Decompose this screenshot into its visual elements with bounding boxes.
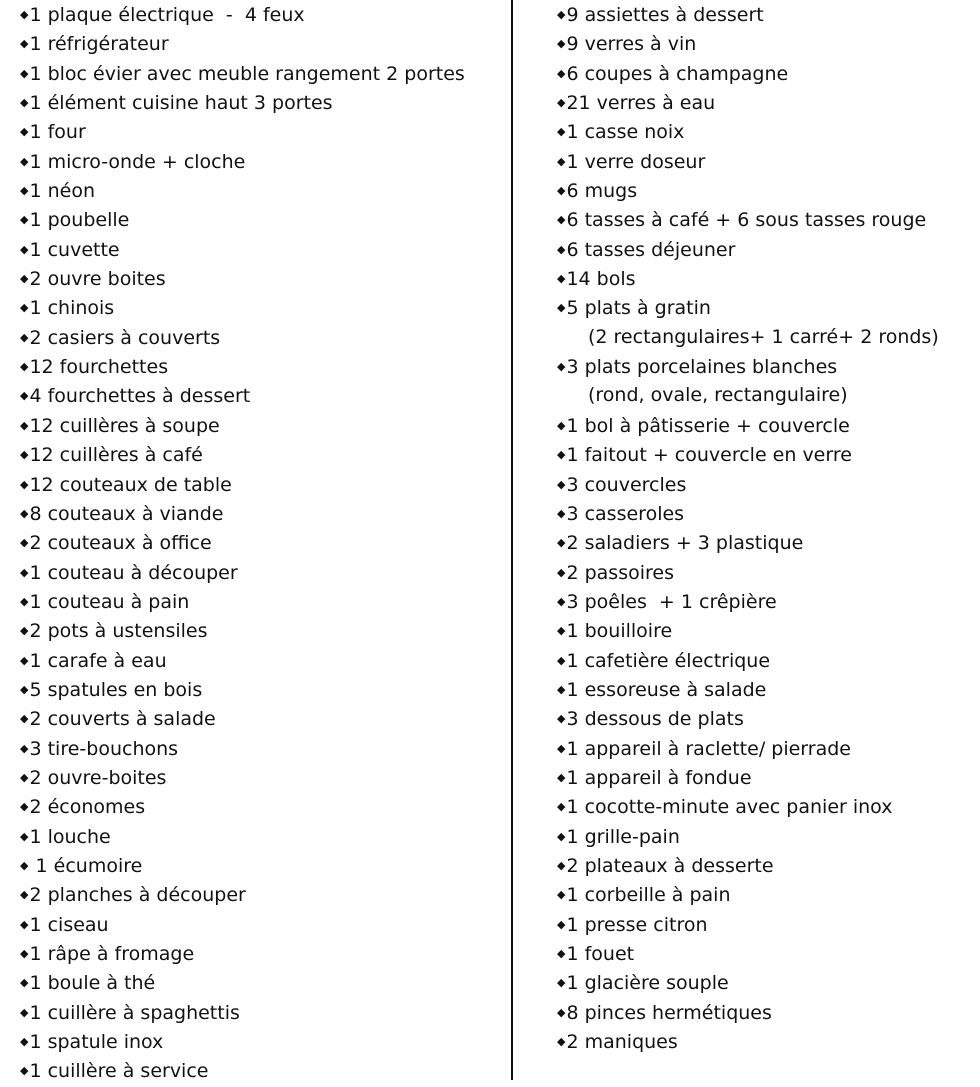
bullet-icon: ◆ <box>557 888 566 902</box>
item-text: 2 couteaux à office <box>29 532 212 555</box>
list-item <box>557 293 977 322</box>
list-item <box>20 528 500 557</box>
list-item <box>557 880 977 909</box>
bullet-icon: ◆ <box>557 154 566 168</box>
bullet-icon: ◆ <box>557 506 566 520</box>
list-item <box>20 440 500 469</box>
list-item-continuation <box>557 323 977 352</box>
bullet-icon: ◆ <box>557 536 566 550</box>
list-item <box>20 352 500 381</box>
bullet-icon: ◆ <box>20 741 29 755</box>
list-item <box>20 616 500 645</box>
item-text: 3 casseroles <box>566 502 685 525</box>
bullet-icon: ◆ <box>20 242 29 256</box>
list-item <box>557 117 977 146</box>
bullet-icon: ◆ <box>557 66 566 80</box>
bullet-icon: ◆ <box>557 301 566 315</box>
item-text: 3 plats porcelaines blanches <box>566 356 838 379</box>
bullet-icon: ◆ <box>557 770 566 784</box>
item-text: 2 couverts à salade <box>29 708 216 731</box>
list-item <box>20 0 500 29</box>
item-text: 8 couteaux à viande <box>29 502 224 525</box>
item-text: 1 bouilloire <box>566 620 673 643</box>
bullet-icon: ◆ <box>557 213 566 227</box>
bullet-icon: ◆ <box>557 976 566 990</box>
item-text: 1 bloc évier avec meuble rangement 2 portes <box>29 62 465 85</box>
bullet-icon: ◆ <box>557 594 566 608</box>
list-item <box>20 851 500 880</box>
bullet-icon: ◆ <box>20 624 29 638</box>
list-item <box>20 646 500 675</box>
list-item <box>20 235 500 264</box>
item-text: 5 plats à gratin <box>566 297 711 320</box>
item-text: 1 appareil à raclette/ pierrade <box>566 737 851 760</box>
item-text: 1 cuvette <box>29 238 120 261</box>
list-item <box>557 470 977 499</box>
bullet-icon: ◆ <box>20 8 29 21</box>
item-text: 1 spatule inox <box>29 1031 164 1054</box>
list-item <box>557 792 977 821</box>
item-text: 2 planches à découper <box>29 884 246 907</box>
item-text: 1 cafetière électrique <box>566 649 771 672</box>
bullet-icon: ◆ <box>20 565 29 579</box>
item-text: (rond, ovale, rectangulaire) <box>588 384 848 407</box>
bullet-icon: ◆ <box>20 536 29 550</box>
bullet-icon: ◆ <box>20 976 29 990</box>
list-item <box>557 264 977 293</box>
list-item <box>20 176 500 205</box>
bullet-icon: ◆ <box>20 418 29 432</box>
list-item <box>20 470 500 499</box>
list-item-continuation <box>557 381 977 410</box>
bullet-icon: ◆ <box>20 653 29 667</box>
bullet-icon: ◆ <box>20 184 29 198</box>
bullet-icon: ◆ <box>20 154 29 168</box>
item-text: 6 tasses à café + 6 sous tasses rouge <box>566 209 927 232</box>
bullet-icon: ◆ <box>557 653 566 667</box>
item-text: 3 tire-bouchons <box>29 737 179 760</box>
list-item <box>557 1027 977 1056</box>
list-item <box>557 352 977 381</box>
bullet-icon: ◆ <box>557 829 566 843</box>
item-text: 5 spatules en bois <box>29 678 203 701</box>
item-text: 1 micro-onde + cloche <box>29 150 246 173</box>
bullet-icon: ◆ <box>557 272 566 286</box>
list-item <box>557 822 977 851</box>
bullet-icon: ◆ <box>557 96 566 110</box>
list-item <box>20 59 500 88</box>
list-item <box>557 528 977 557</box>
item-text: 1 verre doseur <box>566 150 706 173</box>
bullet-icon: ◆ <box>20 888 29 902</box>
list-item <box>20 763 500 792</box>
list-item <box>20 1027 500 1056</box>
bullet-icon: ◆ <box>20 506 29 520</box>
item-text: 1 four <box>29 121 86 144</box>
item-text: 14 bols <box>566 268 636 291</box>
bullet-icon: ◆ <box>20 1064 29 1078</box>
list-item <box>557 939 977 968</box>
item-text: 1 couteau à pain <box>29 590 190 613</box>
left-item-list <box>20 0 500 1086</box>
bullet-icon: ◆ <box>20 66 29 80</box>
bullet-icon: ◆ <box>20 682 29 696</box>
column-divider <box>511 0 513 1080</box>
bullet-icon: ◆ <box>557 242 566 256</box>
bullet-icon: ◆ <box>20 712 29 726</box>
bullet-icon: ◆ <box>557 712 566 726</box>
list-item <box>20 147 500 176</box>
item-text: 2 passoires <box>566 561 674 584</box>
bullet-icon: ◆ <box>20 917 29 931</box>
list-item <box>557 411 977 440</box>
list-item <box>20 323 500 352</box>
list-item <box>557 851 977 880</box>
list-item <box>557 205 977 234</box>
item-text: 1 couteau à découper <box>29 561 238 584</box>
list-item <box>20 968 500 997</box>
list-item <box>557 176 977 205</box>
item-text: 1 cocotte-minute avec panier inox <box>566 796 893 819</box>
item-text: 2 pots à ustensiles <box>29 620 208 643</box>
item-text: 3 dessous de plats <box>566 708 744 731</box>
bullet-icon: ◆ <box>557 800 566 814</box>
bullet-icon: ◆ <box>20 770 29 784</box>
list-item <box>20 880 500 909</box>
list-item <box>557 29 977 58</box>
list-item <box>20 293 500 322</box>
list-item <box>20 998 500 1027</box>
bullet-icon: ◆ <box>20 96 29 110</box>
item-text: 2 économes <box>29 796 146 819</box>
list-item <box>20 264 500 293</box>
list-item <box>20 822 500 851</box>
item-text: 6 tasses déjeuner <box>566 238 736 261</box>
list-item <box>20 675 500 704</box>
bullet-icon: ◆ <box>20 829 29 843</box>
bullet-icon: ◆ <box>557 8 566 21</box>
bullet-icon: ◆ <box>557 917 566 931</box>
item-text: 1 boule à thé <box>29 972 156 995</box>
item-text: 1 corbeille à pain <box>566 884 731 907</box>
bullet-icon: ◆ <box>557 184 566 198</box>
item-text: 9 assiettes à dessert <box>566 4 764 26</box>
item-text: 1 néon <box>29 180 95 203</box>
item-text: 21 verres à eau <box>566 92 716 115</box>
list-item <box>20 1056 500 1085</box>
item-text: 2 casiers à couverts <box>29 326 221 349</box>
list-item <box>20 939 500 968</box>
item-text: 1 glacière souple <box>566 972 729 995</box>
bullet-icon: ◆ <box>557 37 566 51</box>
list-item <box>557 763 977 792</box>
bullet-icon: ◆ <box>557 858 566 872</box>
bullet-icon: ◆ <box>20 858 29 872</box>
item-text: 1 poubelle <box>29 209 130 232</box>
list-item <box>557 499 977 528</box>
item-text: 12 cuillères à café <box>29 444 203 467</box>
list-item <box>20 792 500 821</box>
list-item <box>557 0 977 29</box>
list-item <box>557 587 977 616</box>
bullet-icon: ◆ <box>557 418 566 432</box>
item-text: 2 ouvre-boites <box>29 766 167 789</box>
list-item <box>557 998 977 1027</box>
bullet-icon: ◆ <box>20 448 29 462</box>
item-text: 12 fourchettes <box>29 356 169 379</box>
list-item <box>20 411 500 440</box>
bullet-icon: ◆ <box>557 125 566 139</box>
item-text: 12 couteaux de table <box>29 473 232 496</box>
item-text: 4 fourchettes à dessert <box>29 385 251 408</box>
bullet-icon: ◆ <box>20 389 29 403</box>
bullet-icon: ◆ <box>557 565 566 579</box>
item-text: 2 plateaux à desserte <box>566 854 774 877</box>
list-item <box>557 147 977 176</box>
list-item <box>557 675 977 704</box>
item-text: 1 casse noix <box>566 121 685 144</box>
item-text: 1 ciseau <box>29 913 109 936</box>
list-item <box>20 910 500 939</box>
item-text: 1 élément cuisine haut 3 portes <box>29 92 333 115</box>
item-text: 1 écumoire <box>29 854 143 877</box>
right-item-list <box>557 0 977 1056</box>
item-text: 6 mugs <box>566 180 638 203</box>
item-text: 1 presse citron <box>566 913 708 936</box>
list-item <box>557 616 977 645</box>
item-text: 1 essoreuse à salade <box>566 678 767 701</box>
list-item <box>20 88 500 117</box>
list-item <box>20 381 500 410</box>
item-text: 12 cuillères à soupe <box>29 414 220 437</box>
item-text: 1 carafe à eau <box>29 649 167 672</box>
bullet-icon: ◆ <box>20 1035 29 1049</box>
list-item <box>20 499 500 528</box>
list-item <box>20 205 500 234</box>
bullet-icon: ◆ <box>20 301 29 315</box>
bullet-icon: ◆ <box>557 360 566 374</box>
bullet-icon: ◆ <box>557 1005 566 1019</box>
bullet-icon: ◆ <box>20 1005 29 1019</box>
list-item <box>557 704 977 733</box>
item-text: (2 rectangulaires+ 1 carré+ 2 ronds) <box>588 325 939 348</box>
item-text: 3 poêles + 1 crêpière <box>566 590 777 613</box>
bullet-icon: ◆ <box>20 272 29 286</box>
item-text: 1 faitout + couvercle en verre <box>566 444 852 467</box>
list-item <box>557 646 977 675</box>
bullet-icon: ◆ <box>557 741 566 755</box>
bullet-icon: ◆ <box>20 800 29 814</box>
list-item <box>20 29 500 58</box>
bullet-icon: ◆ <box>557 624 566 638</box>
list-item <box>20 117 500 146</box>
item-text: 1 réfrigérateur <box>29 33 169 56</box>
item-text: 6 coupes à champagne <box>566 62 789 85</box>
list-item <box>557 910 977 939</box>
item-text: 2 maniques <box>566 1031 678 1054</box>
item-text: 1 appareil à fondue <box>566 766 752 789</box>
item-text: 1 plaque électrique - 4 feux <box>29 4 305 26</box>
item-text: 1 cuillère à spaghettis <box>29 1001 240 1024</box>
item-text: 2 ouvre boites <box>29 268 166 291</box>
bullet-icon: ◆ <box>20 330 29 344</box>
list-item <box>20 734 500 763</box>
bullet-icon: ◆ <box>557 682 566 696</box>
list-item <box>557 440 977 469</box>
item-text: 1 cuillère à service <box>29 1060 209 1083</box>
bullet-icon: ◆ <box>20 477 29 491</box>
bullet-icon: ◆ <box>20 125 29 139</box>
list-item <box>557 88 977 117</box>
item-text: 3 couvercles <box>566 473 687 496</box>
item-text: 1 chinois <box>29 297 115 320</box>
bullet-icon: ◆ <box>557 1035 566 1049</box>
list-item <box>20 558 500 587</box>
item-text: 1 grille-pain <box>566 825 680 848</box>
list-item <box>557 968 977 997</box>
bullet-icon: ◆ <box>20 947 29 960</box>
bullet-icon: ◆ <box>557 448 566 462</box>
item-text: 1 fouet <box>566 943 635 965</box>
bullet-icon: ◆ <box>20 594 29 608</box>
bullet-icon: ◆ <box>20 213 29 227</box>
item-text: 1 louche <box>29 825 111 848</box>
list-item <box>557 734 977 763</box>
item-text: 1 râpe à fromage <box>29 943 195 965</box>
list-item <box>557 59 977 88</box>
item-text: 8 pinces hermétiques <box>566 1001 772 1024</box>
item-text: 1 bol à pâtisserie + couvercle <box>566 414 850 437</box>
list-item <box>20 704 500 733</box>
bullet-icon: ◆ <box>557 477 566 491</box>
list-item <box>20 587 500 616</box>
list-item <box>557 558 977 587</box>
bullet-icon: ◆ <box>557 947 566 960</box>
item-text: 2 saladiers + 3 plastique <box>566 532 804 555</box>
list-item <box>557 235 977 264</box>
bullet-icon: ◆ <box>20 360 29 374</box>
bullet-icon: ◆ <box>20 37 29 51</box>
item-text: 9 verres à vin <box>566 33 697 56</box>
